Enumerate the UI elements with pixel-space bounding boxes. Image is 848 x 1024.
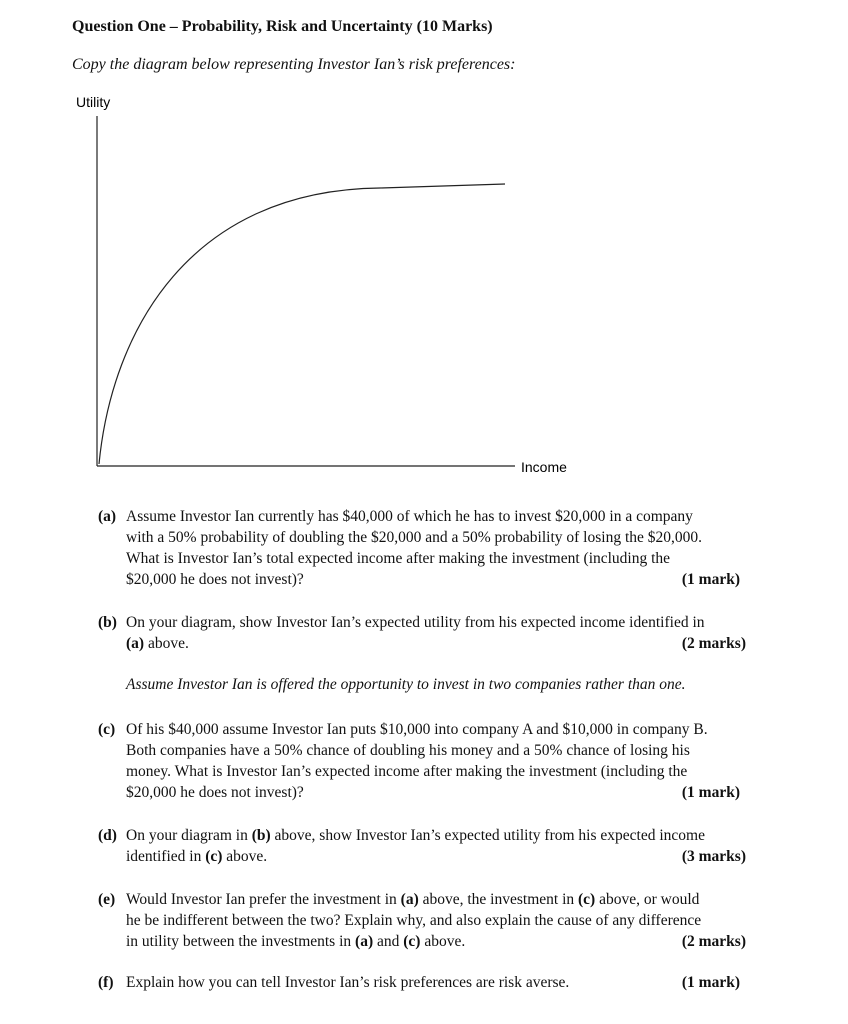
- utility-curve: [99, 184, 505, 464]
- question-d-line-1-post: above, show Investor Ian’s expected utility from his expected income: [270, 827, 705, 844]
- question-e-ref-c-1: (c): [578, 891, 596, 908]
- question-f: [98, 972, 758, 993]
- question-e-line-3-post: above.: [420, 933, 466, 950]
- question-c-marks: (1 mark): [681, 784, 740, 801]
- question-e-line-3-pre: in utility between the investments in: [126, 933, 356, 950]
- question-d-line-1-pre: On your diagram in: [126, 827, 252, 844]
- question-d-marks: (3 marks): [681, 848, 746, 865]
- question-a-line-4: $20,000 he does not invest)?: [126, 571, 304, 588]
- question-a-marks: (1 mark): [681, 571, 740, 588]
- question-b: [98, 612, 758, 654]
- question-e-line-2: he be indifferent between the two? Explain why, and also explain the cause of any difference: [126, 912, 702, 929]
- question-d: [98, 825, 758, 867]
- y-axis-label: Utility: [76, 94, 111, 110]
- x-axis-label: Income: [521, 459, 567, 475]
- question-d-line-2-post: above.: [222, 848, 268, 865]
- question-b-line-2: above.: [144, 635, 189, 652]
- question-b-ref-a: (a): [126, 635, 145, 652]
- utility-diagram: [0, 0, 848, 490]
- question-e-marks: (2 marks): [681, 933, 746, 950]
- question-a-line-2: with a 50% probability of doubling the $20,000 and a 50% probability of losing the $20,000.: [126, 529, 703, 546]
- question-a: [98, 506, 758, 590]
- question-f-text: Explain how you can tell Investor Ian’s risk preferences are risk averse.: [126, 974, 570, 991]
- question-a-letter: (a): [98, 508, 117, 525]
- question-e-line-1-pre: Would Investor Ian prefer the investment in: [126, 891, 401, 908]
- question-d-ref-c: (c): [205, 848, 223, 865]
- question-e-ref-a-1: (a): [400, 891, 419, 908]
- question-f-marks: (1 mark): [681, 974, 740, 991]
- question-b-letter: (b): [98, 614, 117, 631]
- question-e-line-1-mid: above, the investment in: [418, 891, 579, 908]
- question-e-letter: (e): [98, 891, 116, 908]
- question-d-ref-b: (b): [251, 827, 271, 844]
- question-c-line-4: $20,000 he does not invest)?: [126, 784, 304, 801]
- question-c-line-2: Both companies have a 50% chance of doubling his money and a 50% chance of losing his: [126, 742, 690, 759]
- diagram-instruction: Copy the diagram below representing Investor Ian’s risk preferences:: [72, 56, 516, 73]
- question-e: [98, 889, 758, 952]
- question-b-marks: (2 marks): [681, 635, 746, 652]
- question-a-line-1: Assume Investor Ian currently has $40,000 of which he has to invest $20,000 in a company: [126, 508, 693, 525]
- question-c-line-1: Of his $40,000 assume Investor Ian puts $10,000 into company A and $10,000 in company B.: [126, 721, 708, 738]
- question-e-ref-a-2: (a): [355, 933, 374, 950]
- question-d-letter: (d): [98, 827, 117, 844]
- question-c: [98, 719, 758, 803]
- question-title: Question One – Probability, Risk and Uncertainty (10 Marks): [72, 18, 493, 35]
- question-b-line-1: On your diagram, show Investor Ian’s expected utility from his expected income identified in: [126, 614, 705, 631]
- question-e-ref-c-2: (c): [403, 933, 421, 950]
- question-e-line-3-mid: and: [373, 933, 404, 950]
- question-e-line-1-post: above, or would: [595, 891, 700, 908]
- question-c-line-3: money. What is Investor Ian’s expected income after making the investment (including the: [126, 763, 688, 780]
- question-a-line-3: What is Investor Ian’s total expected income after making the investment (including the: [126, 550, 671, 567]
- question-c-letter: (c): [98, 721, 116, 738]
- question-d-line-2-pre: identified in: [126, 848, 206, 865]
- scenario-note: Assume Investor Ian is offered the opportunity to invest in two companies rather than one.: [126, 676, 686, 693]
- question-f-letter: (f): [98, 974, 114, 991]
